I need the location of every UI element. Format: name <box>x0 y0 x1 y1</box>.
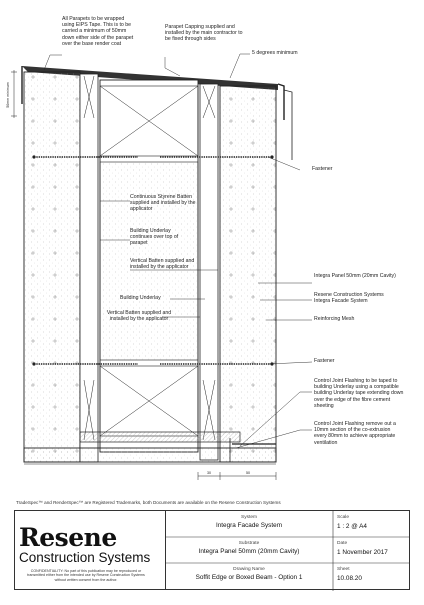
substrate-label: Substrate <box>238 541 260 546</box>
dim-30-label: 30 <box>207 471 211 475</box>
title-block <box>14 510 410 590</box>
note-capping: Parapet Capping supplied and installed by the main contractor to be fixed through sides <box>165 24 243 43</box>
system-label: System <box>241 515 257 520</box>
sheet-label: Sheet <box>337 567 350 572</box>
note-styrene: Continuous Styrene Batten supplied and installed by the applicator <box>130 194 196 213</box>
note-cj-flashing: Control Joint Flashing to be taped to building Underlay using a compatible building Underlay tape extending down over the edge of the fibre cement sheeting <box>314 378 404 409</box>
substrate-value: Integra Panel 50mm (20mm Cavity) <box>198 548 300 555</box>
dim-50mm-label: 50mm minimum <box>6 82 10 108</box>
drawing-name-label: Drawing Name <box>233 567 265 572</box>
date-value: 1 November 2017 <box>337 549 388 556</box>
date-label: Date <box>337 541 348 546</box>
right-panel <box>200 84 276 462</box>
note-parapets: All Parapets to be wrapped using EIPS Tape. This is to be carried a minimum of 50mm down either side of the parapet over the base render coat <box>62 16 134 47</box>
scale-value: 1 : 2 @ A4 <box>337 523 367 530</box>
note-slope: 5 degrees minimum <box>252 50 298 56</box>
trademark-note: TradeSpec™ and RenderSpec™ are Registered Trademarks, both Documents are available on the Resene Construction Systems <box>16 500 281 505</box>
note-vbatten-2: Vertical Batten supplied and installed by the applicator <box>106 310 172 323</box>
logo-wordmark: Resene <box>19 523 117 552</box>
scale-label: Scale <box>337 515 349 520</box>
logo-subtitle: Construction Systems <box>19 550 151 565</box>
note-panel: Integra Panel 50mm (20mm Cavity) <box>314 273 396 279</box>
sheet-value: 10.08.20 <box>337 575 362 582</box>
note-fastener-bottom: Fastener <box>314 358 335 364</box>
note-underlay-over: Building Underlay continues over top of parapet <box>130 228 179 247</box>
system-value: Integra Facade System <box>215 522 283 529</box>
confidentiality-note: CONFIDENTIALITY: No part of this publication may be reproduced or transmitted either from the intended use by Resene Construction Systems without written consent from the author. <box>27 569 145 582</box>
note-fastener-top: Fastener <box>312 166 333 172</box>
note-mesh: Reinforcing Mesh <box>314 316 355 322</box>
dimension-50mm <box>11 70 17 118</box>
left-panel <box>24 72 98 462</box>
note-underlay: Building Underlay <box>120 295 161 301</box>
note-cj-remove: Control Joint Flashing remove out a 10mm section of the co-extrusion every 80mm to achieve appropriate ventilation <box>314 421 396 446</box>
drawing-name-value: Soffit Edge or Boxed Beam - Option 1 <box>195 574 303 581</box>
note-facade: Resene Construction Systems Integra Facade System <box>314 292 384 305</box>
note-vbatten-1: Vertical Batten supplied and installed by the applicator <box>130 258 195 271</box>
dim-50-label: 50 <box>246 471 250 475</box>
